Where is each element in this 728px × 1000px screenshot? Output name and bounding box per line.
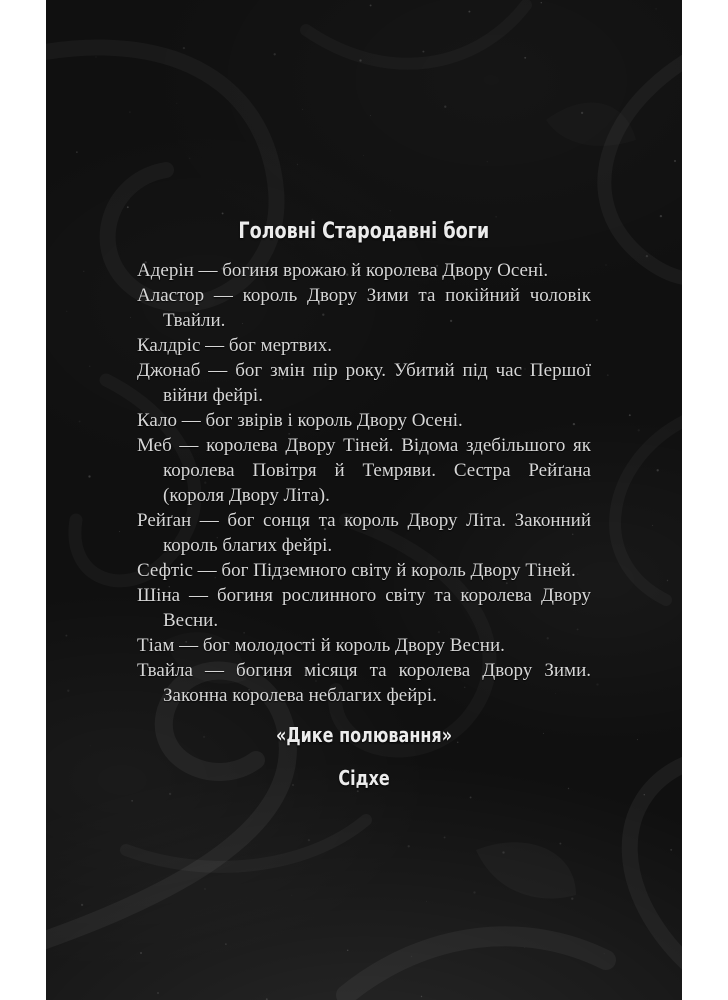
glossary-entry: Джонаб — бог змін пір року. Убитий під час Першої війни фейрі. [137,360,591,406]
section-title [137,0,591,245]
book-page[interactable] [46,0,682,1000]
closing-heading [137,723,591,747]
glossary-entry: Шіна — богиня рослинного світу та королева Двору Весни. [137,585,591,631]
glossary-entry: Аластор — король Двору Зими та покійний чоловік Твайли. [137,285,591,331]
glossary-list [137,258,591,708]
glossary-entry: Калдріс — бог мертвих. [137,335,332,356]
glossary-entry: Кало — бог звірів і король Двору Осені. [137,410,463,431]
glossary-entry: Адерін — богиня врожаю й королева Двору Осені. [137,260,549,281]
closing-heading-text: «Дике полювання» [275,723,453,747]
glossary-entry: Тіам — бог молодості й король Двору Весни. [137,635,505,656]
closing-subheading [137,766,591,790]
glossary-entry: Рейґан — бог сонця та король Двору Літа. Законний король благих фейрі. [137,510,591,556]
glossary-entry: Сефтіс — бог Підземного світу й король Двору Тіней. [137,560,576,581]
glossary-entry: Меб — королева Двору Тіней. Відома здебільшого як королева Повітря й Темряви. Сестра Рейґана (короля Двору Літа). [137,435,591,506]
page-content [46,0,682,790]
glossary-entry: Твайла — богиня місяця та королева Двору Зими. Законна королева неблагих фейрі. [137,660,591,706]
closing-subheading-text: Сідхе [338,766,390,790]
section-title-text: Головні Стародавні боги [238,219,490,244]
